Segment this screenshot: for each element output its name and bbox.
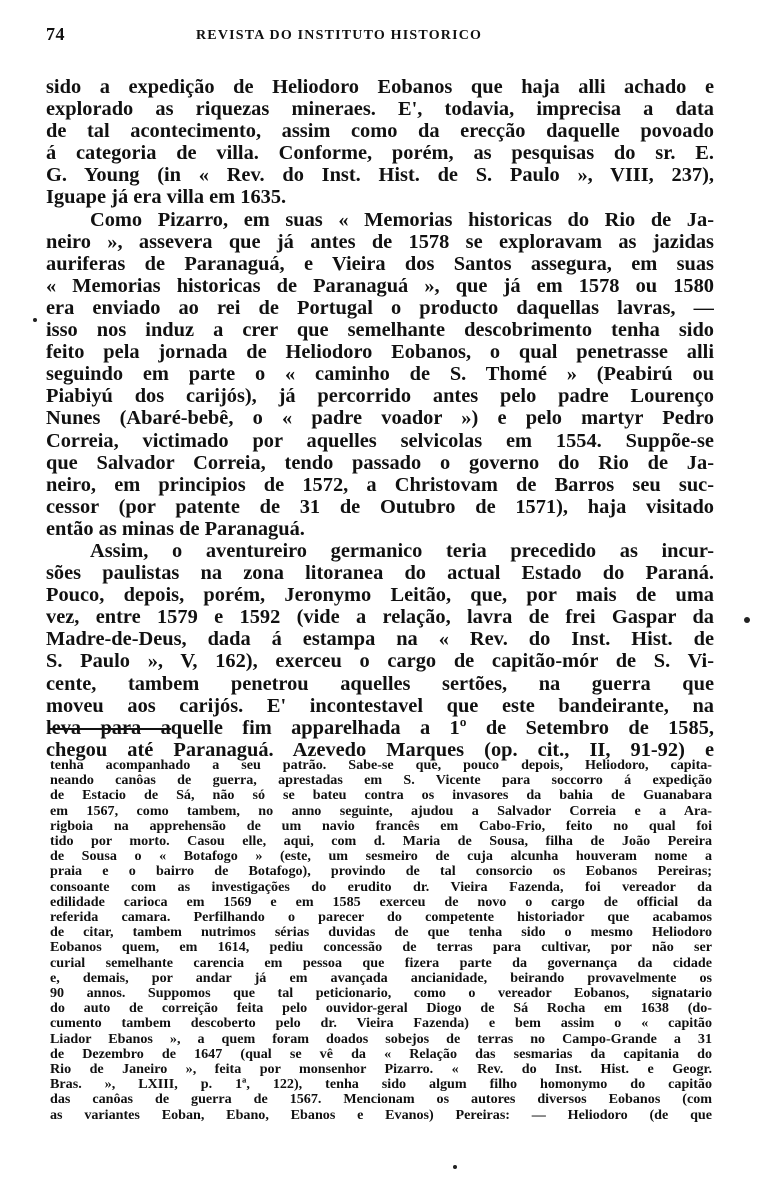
text-line: de tal acontecimento, assim como da erecção daquelle povoado xyxy=(46,120,714,143)
margin-speck xyxy=(744,617,750,623)
footnote-line: Rio de Janeiro », feita por monsenhor Pizarro. « Rev. do Inst. Hist. e Geogr. xyxy=(50,1062,712,1078)
footnote-line: edilidade carioca em 1569 e em 1585 exerceu de novo o cargo de official da xyxy=(50,894,712,910)
text-line-content: Assim, o aventureiro germanico teria precedido as incur- xyxy=(90,539,714,562)
margin-speck xyxy=(453,1165,457,1169)
text-line: explorado as riquezas mineraes. E', todavia, imprecisa a data xyxy=(46,98,714,121)
footnote-line: em 1567, como tambem, no anno seguinte, ajudou a Salvador Correia e a Ara- xyxy=(50,803,712,819)
footnote-line: as variantes Eoban, Ebano, Ebanos e Evanos) Pereiras: — Heliodoro (de que xyxy=(50,1107,712,1123)
footnote-line: do auto de correição feita pelo ouvidor-geral Diogo de Sá Rocha em 1638 (do- xyxy=(50,1001,712,1017)
text-line-indented xyxy=(46,540,714,562)
text-line: S. Paulo », V, 162), exerceu o cargo de capitão-mór de S. Vi- xyxy=(46,650,714,673)
text-line: Correia, victimado por aquelles selvicolas em 1554. Suppõe-se xyxy=(46,429,714,452)
footnote-line: rigboia na apprehensão de um navio francês em Cabo-Frio, feito no qual foi xyxy=(50,818,712,834)
footnote-line: tenha acompanhado a seu patrão. Sabe-se que, pouco depois, Heliodoro, capita- xyxy=(50,758,712,773)
text-line: Nunes (Abaré-bebê, o « padre voador ») e pelo martyr Pedro xyxy=(46,407,714,430)
text-line: cessor (por patente de 31 de Outubro de 1571), haja visitado xyxy=(46,495,714,518)
text-line: Iguape já era villa em 1635. xyxy=(46,186,287,209)
footnote-line: Liador Ebanos », a quem foram doados sobejos de terras no Campo-Grande a 31 xyxy=(50,1031,712,1047)
margin-speck xyxy=(33,318,37,322)
footnote-line: consoante com as investigações do erudito dr. Vieira Fazenda, foi vereador da xyxy=(50,879,712,895)
text-line: Piabiyú dos carijós), já percorrido antes pelo padre Lourenço xyxy=(46,385,714,408)
footnote-text xyxy=(50,758,712,1123)
footnote-line: Bras. », LXIII, p. 1ª, 122), tenha sido algum filho homonymo do capitão xyxy=(50,1077,712,1093)
text-line: G. Young (in « Rev. do Inst. Hist. de S. Paulo », VIII, 237), xyxy=(46,164,714,187)
text-line-indented xyxy=(46,209,714,231)
text-line: neiro, em principios de 1572, a Christovam de Barros seu suc- xyxy=(46,473,714,496)
running-title: REVISTA DO INSTITUTO HISTORICO xyxy=(196,28,483,43)
text-line: feito pela jornada de Heliodoro Eobanos, o qual penetrasse alli xyxy=(46,341,714,364)
text-line: sões paulistas na zona litoranea do actual Estado do Paraná. xyxy=(46,562,714,585)
text-line: sido a expedição de Heliodoro Eobanos que haja alli achado e xyxy=(46,76,714,98)
text-line: « Memorias historicas de Paranaguá », que já em 1578 ou 1580 xyxy=(46,274,714,297)
footnote-line: curial semelhante carencia em pessoa que fizera parte da governança da cidade xyxy=(50,955,712,971)
text-line: auriferas de Paranaguá, e Vieira dos Santos assegura, em suas xyxy=(46,252,714,275)
footnote-line: de Estacio de Sá, não só se bateu contra os invasores da bahia de Guanabara xyxy=(50,788,712,804)
text-line: isso nos induz a crer que semelhante descobrimento tenha sido xyxy=(46,319,714,342)
footnote-line: tido por morto. Casou elle, aqui, com d. Maria de Sousa, filha de João Pereira xyxy=(50,834,712,850)
footnote-line: referida camara. Perfilhando o parecer do competente historiador que acabamos xyxy=(50,910,712,926)
text-line: á categoria de villa. Conforme, porém, as pesquisas do sr. E. xyxy=(46,142,714,165)
footnote-line: das canôas de guerra de 1567. Mencionam os autores diversos Eobanos (com xyxy=(50,1092,712,1108)
text-line: neiro », assevera que já antes de 1578 se exploravam as jazidas xyxy=(46,230,714,253)
text-line: leva para aquelle fim apparelhada a 1º de Setembro de 1585, xyxy=(46,716,714,739)
footnote-line: praia e o bairro de Botafogo), provindo de tal consorcio os Eobanos Pereiras; xyxy=(50,864,712,880)
footnote-line: neando canôas de guerra, aprestadas em S. Vicente para soccorro á expedição xyxy=(50,773,712,789)
text-line: seguindo em parte o « caminho de S. Thomé » (Peabirú ou xyxy=(46,363,714,386)
footnote-line: Eobanos quem, em 1614, pediu concessão de terras para cultivar, por não ser xyxy=(50,940,712,956)
footnote-line: cumento tambem descoberto pelo dr. Vieira Fazenda) e bem assim o « capitão xyxy=(50,1016,712,1032)
main-text xyxy=(46,76,714,761)
text-line: Pouco, depois, porém, Jeronymo Leitão, que, por mais de uma xyxy=(46,584,714,607)
text-line: então as minas de Paranaguá. xyxy=(46,517,305,540)
footnote-line: de Sousa o « Botafogo » (este, um sesmeiro de cuja alcunha houveram nome a xyxy=(50,849,712,865)
footnote-separator xyxy=(49,728,171,730)
text-line: que Salvador Correia, tendo passado o governo do Rio de Ja- xyxy=(46,451,714,474)
text-line: chegou até Paranaguá. Azevedo Marques (op. cit., II, 91-92) e xyxy=(46,738,714,761)
footnote-line: de Dezembro de 1647 (qual se vê da « Relação das sesmarias da capitania do xyxy=(50,1046,712,1062)
text-line: cente, tambem penetrou aquelles sertões, na guerra que xyxy=(46,672,714,695)
page-number: 74 xyxy=(46,24,65,44)
footnote-line: de citar, tambem nutrimos sérias duvidas de que tenha sido o mesmo Heliodoro xyxy=(50,925,712,941)
footnote-line: e, demais, por andar já em avançada ancianidade, beirando provavelmente os xyxy=(50,970,712,986)
text-line: vez, entre 1579 e 1592 (vide a relação, lavra de frei Gaspar da xyxy=(46,606,714,629)
text-line: era enviado ao rei de Portugal o producto daquellas lavras, — xyxy=(46,296,714,319)
text-line: Madre-de-Deus, dada á estampa na « Rev. do Inst. Hist. de xyxy=(46,628,714,651)
text-line: moveu aos carijós. E' incontestavel que este bandeirante, na xyxy=(46,694,714,717)
text-line-content: Como Pizarro, em suas « Memorias historicas do Rio de Ja- xyxy=(90,208,714,231)
page-header xyxy=(46,18,726,48)
footnote-line: 90 annos. Suppomos que tal peticionario, como o vereador Eobanos, signatario xyxy=(50,986,712,1002)
